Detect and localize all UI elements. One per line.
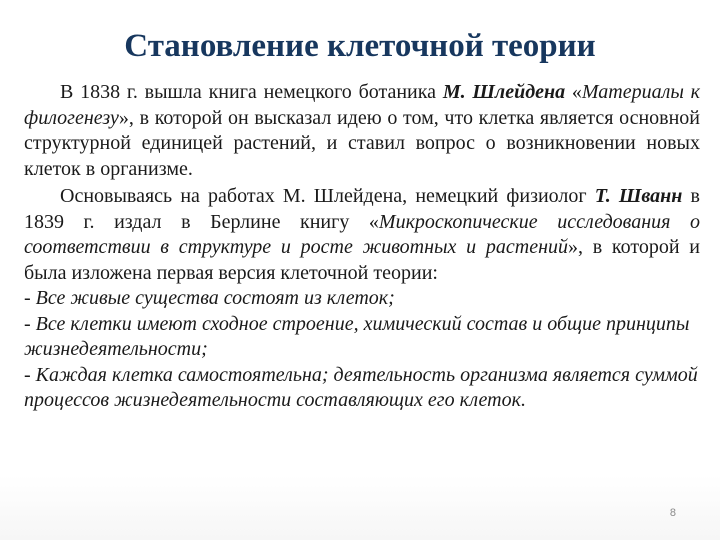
paragraph-text: », в которой и была изложена первая версия клеточной теории:: [24, 236, 700, 284]
thesis-item: - Все живые существа состоят из клеток;: [24, 287, 395, 309]
paragraph-text: в 1839 г. издал в Берлине книгу «: [24, 185, 700, 233]
author-name: М. Шлейдена: [442, 81, 566, 103]
thesis-item: - Все клетки имеют сходное строение, химический состав и общие принципы жизнедеятельности;: [24, 312, 690, 360]
book-title: Микроскопические исследования о соответствии в структуре и росте животных и растений: [24, 210, 701, 258]
book-title: Материалы к филогенезу: [24, 81, 701, 129]
slide-content: [24, 80, 700, 414]
slide-title: Становление клеточной теории: [124, 28, 596, 64]
paragraph-text: «: [565, 81, 582, 103]
paragraph-schleiden: [24, 80, 700, 182]
paragraph-schwann: [24, 184, 700, 286]
paragraph-text: Основываясь на работах М. Шлейдена, немецкий физиолог: [60, 185, 595, 207]
paragraph-text: В 1838 г. вышла книга немецкого ботаника: [60, 81, 443, 103]
paragraph-text: », в которой он высказал идею о том, что клетка является основной структурной единицей растений, и ставил вопрос о возникновении новых клеток в организме.: [24, 106, 700, 180]
author-name: Т. Шванн: [594, 185, 683, 207]
thesis-item: - Каждая клетка самостоятельна; деятельность организма является суммой процессов жизнедеятельности составляющих его клеток.: [24, 363, 698, 411]
page-number: 8: [669, 507, 676, 519]
